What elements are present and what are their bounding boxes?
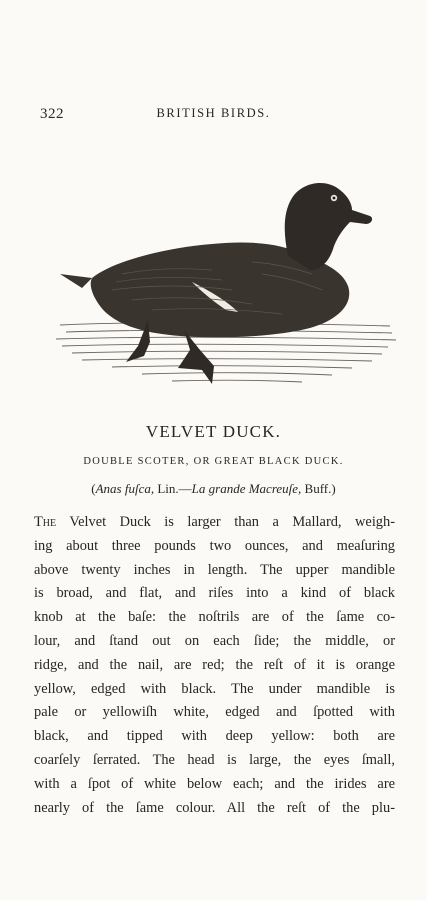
duck-foot-right (178, 330, 214, 384)
body-line-10: black, and tipped with deep yellow: both are (34, 728, 395, 745)
velvet-duck-illustration (52, 170, 400, 410)
running-head: BRITISH BIRDS. (156, 106, 271, 120)
synonym-lin: Lin.— (154, 481, 192, 496)
duck-tail (60, 274, 92, 288)
body-line-1 (34, 511, 395, 535)
page-number: 322 (40, 106, 64, 122)
body-line-7: ridge, and the nail, are red; the reſt of it is orange (34, 656, 395, 673)
page-header (40, 106, 387, 126)
body-line-6: lour, and ſtand out on each ſide; the middle, or (34, 632, 395, 649)
body-line-4: is broad, and flat, and riſes into a kind of black (34, 585, 395, 602)
synonym-french: La grande Macreuſe, (191, 481, 302, 496)
body-line-13: nearly of the ſame colour. All the reſt of the plu- (34, 799, 395, 816)
body-line-2: ing about three pounds two ounces, and meaſuring (34, 537, 395, 554)
body-line-8: yellow, edged with black. The under mandible is (34, 680, 395, 697)
synonym-open: ( (91, 481, 96, 496)
body-first-word: The (34, 514, 57, 530)
synonym-buff: Buff.) (301, 481, 336, 496)
body-line-9: pale or yellowiſh white, edged and ſpotted with (34, 704, 395, 721)
entry-title: VELVET DUCK. (145, 422, 282, 441)
duck-head (285, 183, 372, 270)
body-line-1-text: Velvet Duck is larger than a Mallard, weigh- (56, 514, 395, 530)
entry-body (34, 511, 395, 820)
body-line-3: above twenty inches in length. The upper mandible (34, 561, 395, 578)
entry-synonyms (0, 481, 427, 497)
entry-subtitle: DOUBLE SCOTER, OR GREAT BLACK DUCK. (83, 456, 344, 467)
body-line-12: with a ſpot of white below each; and the irides are (34, 775, 395, 792)
body-line-5: knob at the baſe: the noſtrils are of the ſame co- (34, 609, 395, 626)
body-line-11: coarſely ſerrated. The head is large, the eyes ſmall, (34, 751, 395, 768)
synonym-latin: Anas fuſca, (95, 481, 155, 496)
